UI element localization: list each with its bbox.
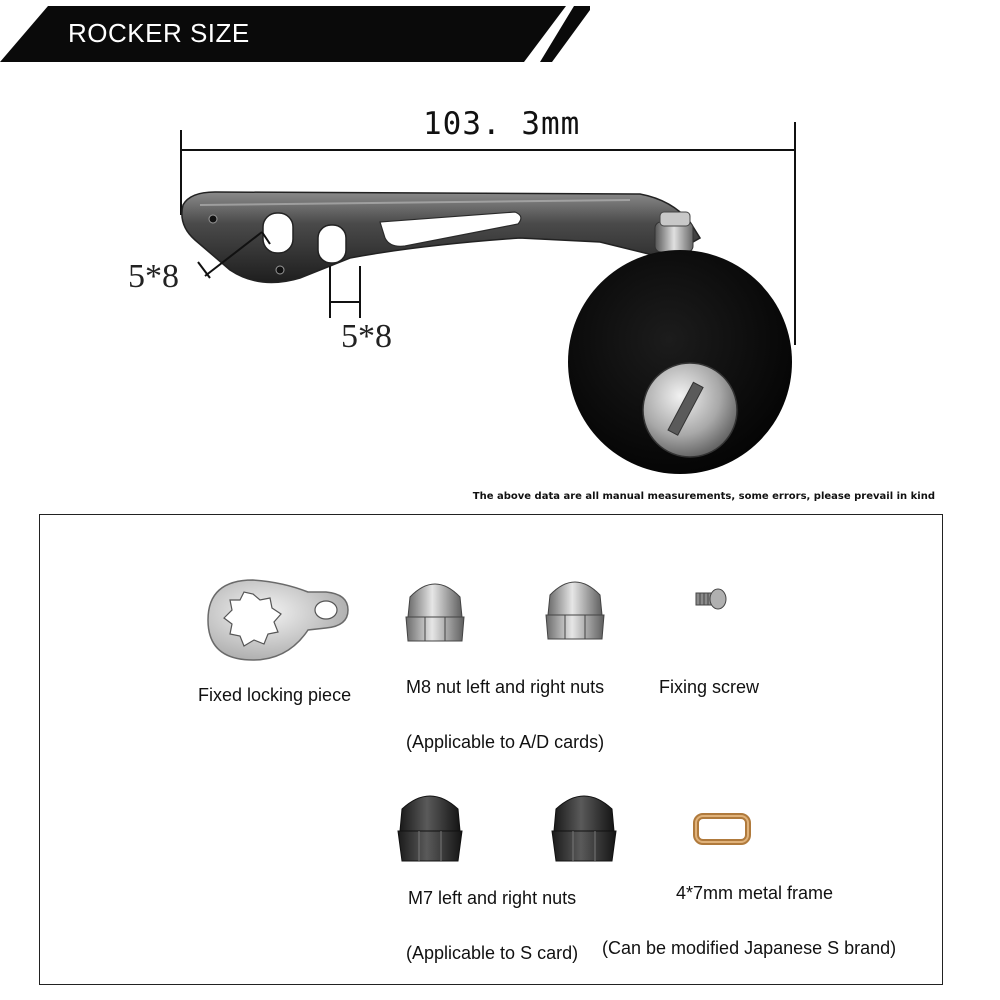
m8-nut-right-image <box>540 565 610 645</box>
page-title: ROCKER SIZE <box>68 18 250 48</box>
rocker-handle-illustration <box>0 0 1000 480</box>
locking-piece-label: Fixed locking piece <box>198 685 352 705</box>
accessories-panel <box>39 514 943 985</box>
m7-nut-right-image <box>546 781 622 871</box>
m8-nuts-label: M8 nut left and right nuts <box>406 677 605 697</box>
hole-size-label-bottom: 5*8 <box>341 318 392 355</box>
metal-frame-image <box>690 810 760 850</box>
m7-nut-left-image <box>392 781 468 871</box>
fixing-screw-image <box>692 585 732 615</box>
m7-nuts-note: (Applicable to S card) <box>406 943 579 963</box>
hole-size-label-left: 5*8 <box>128 258 179 295</box>
metal-frame-label: 4*7mm metal frame <box>676 883 834 903</box>
m8-nuts-note: (Applicable to A/D cards) <box>406 732 605 752</box>
m8-nut-left-image <box>400 567 470 647</box>
locking-piece-image <box>198 570 358 670</box>
m7-nuts-label: M7 left and right nuts <box>408 888 577 908</box>
measurement-note: The above data are all manual measurements, some errors, please prevail in kind <box>472 491 935 502</box>
length-dimension: 103. 3mm <box>423 106 581 142</box>
fixing-screw-label: Fixing screw <box>659 677 760 697</box>
metal-frame-note: (Can be modified Japanese S brand) <box>602 938 897 958</box>
